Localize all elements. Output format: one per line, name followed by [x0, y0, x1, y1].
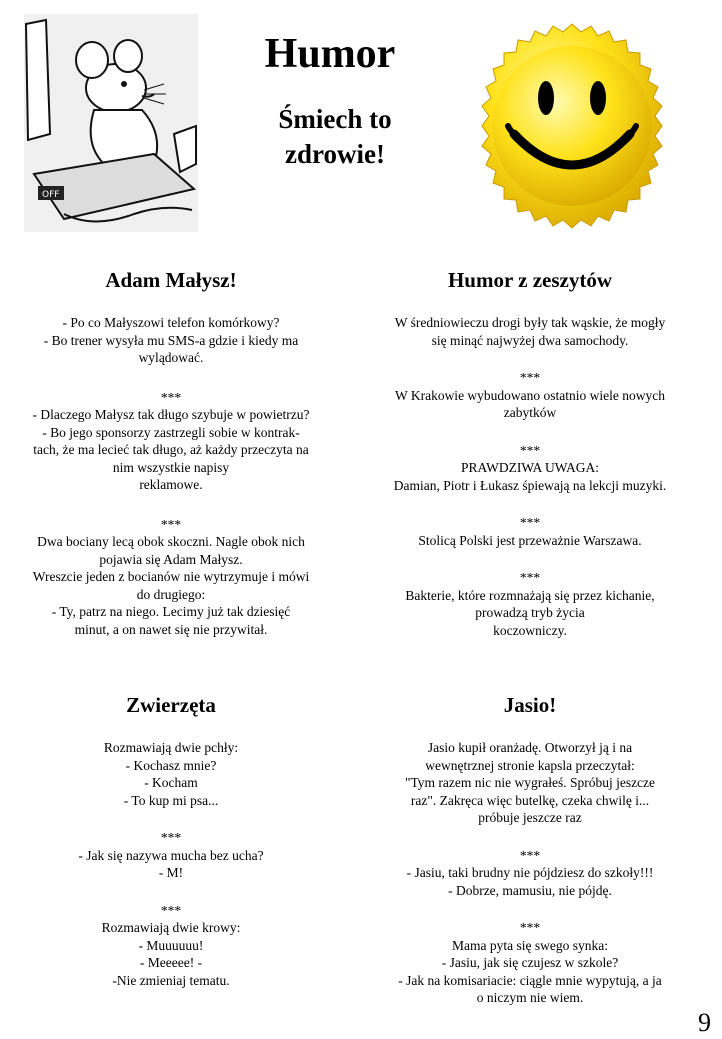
- joke-line: - Kochasz mnie?: [125, 757, 217, 773]
- subtitle-line: Śmiech to: [278, 104, 392, 134]
- separator: ***: [519, 847, 541, 863]
- joke-line: raz". Zakręca więc butelkę, czeka chwilę i...: [410, 792, 650, 808]
- joke-line: Stolicą Polski jest przeważnie Warszawa.: [418, 532, 642, 548]
- joke-line: próbuje jeszcze raz: [478, 810, 582, 825]
- joke-line: - Po co Małyszowi telefon komórkowy?: [62, 315, 280, 330]
- section-zwierzeta: [0, 693, 342, 989]
- joke-line: - To kup mi psa...: [123, 792, 219, 808]
- joke-line: - Jasiu, jak się czujesz w szkole?: [441, 955, 619, 970]
- joke-line: zabytków: [503, 405, 557, 420]
- section-title: Adam Małysz!: [105, 268, 237, 292]
- joke-line: o niczym nie wiem.: [476, 990, 584, 1005]
- section-title: Jasio!: [503, 693, 557, 717]
- joke-line: - Meeeee! -: [139, 955, 203, 970]
- separator: ***: [160, 516, 182, 532]
- subtitle-line: zdrowie!: [285, 139, 385, 169]
- smiley-sun-icon: [468, 22, 676, 230]
- page-subtitle: [240, 102, 430, 172]
- joke-line: Damian, Piotr i Łukasz śpiewają na lekcji muzyki.: [393, 477, 667, 493]
- joke-line: Rozmawiają dwie pchły:: [103, 740, 239, 755]
- mouse-cartoon-icon: [24, 14, 198, 232]
- joke-line: - Ty, patrz na niego. Lecimy już tak dziesięć: [51, 604, 291, 619]
- separator: ***: [519, 442, 541, 458]
- joke-line: Wreszcie jeden z bocianów nie wytrzymuje i mówi: [32, 569, 310, 584]
- sun-image: [468, 22, 676, 230]
- joke-line: PRAWDZIWA UWAGA:: [460, 460, 600, 475]
- joke-line: minut, a on nawet się nie przywitał.: [74, 621, 268, 637]
- separator: ***: [519, 515, 541, 530]
- separator: ***: [519, 920, 541, 935]
- separator: ***: [519, 370, 541, 385]
- joke-line: Bakterie, które rozmnażają się przez kichanie,: [405, 587, 655, 603]
- separator: ***: [160, 902, 182, 918]
- joke-line: W średniowieczu drogi były tak wąskie, że mogły: [394, 315, 666, 330]
- joke-line: - Bo jego sponsorzy zastrzegli sobie w kontrak-: [42, 424, 300, 440]
- joke-line: reklamowe.: [139, 477, 203, 492]
- joke-line: się minąć najwyżej dwa samochody.: [431, 332, 629, 348]
- section-malysz: [0, 268, 342, 638]
- section-zeszyty: [362, 268, 698, 639]
- joke-line: - M!: [158, 865, 184, 880]
- joke-line: -Nie zmieniaj tematu.: [112, 972, 230, 988]
- joke-line: pojawia się Adam Małysz.: [99, 551, 243, 567]
- joke-line: "Tym razem nic nie wygrałeś. Spróbuj jeszcze: [404, 775, 656, 790]
- joke-line: - Dobrze, mamusiu, nie pójdę.: [448, 882, 612, 898]
- joke-line: W Krakowie wybudowano ostatnio wiele nowych: [394, 387, 666, 403]
- joke-line: wylądować.: [138, 350, 204, 365]
- joke-line: - Jak na komisariacie: ciągle mnie wypytują, a ja: [398, 972, 662, 988]
- joke-line: - Bo trener wysyła mu SMS-a gdzie i kiedy ma: [43, 332, 299, 348]
- joke-line: wewnętrznej stronie kapsla przeczytał:: [425, 757, 635, 773]
- joke-line: nim wszystkie napisy: [112, 459, 230, 475]
- joke-line: - Kocham: [144, 775, 198, 790]
- section-title: Humor z zeszytów: [447, 268, 613, 292]
- cartoon-image: [24, 14, 198, 232]
- page-number: 9: [698, 1008, 711, 1037]
- joke-line: - Muuuuuu!: [138, 937, 204, 953]
- joke-line: koczowniczy.: [493, 622, 567, 638]
- joke-line: Rozmawiają dwie krowy:: [101, 920, 241, 935]
- separator: ***: [160, 389, 182, 405]
- joke-line: Dwa bociany lecą obok skoczni. Nagle obok nich: [37, 534, 305, 549]
- joke-line: - Jasiu, taki brudny nie pójdziesz do szkoły!!!: [406, 865, 654, 880]
- joke-line: prowadzą tryb życia: [475, 605, 585, 620]
- joke-line: Jasio kupił oranżadę. Otworzył ją i na: [427, 740, 633, 755]
- section-title: Zwierzęta: [126, 693, 216, 717]
- section-jasio: [362, 693, 698, 1007]
- page-title: Humor: [264, 31, 396, 77]
- separator: ***: [160, 830, 182, 845]
- joke-line: Mama pyta się swego synka:: [452, 937, 608, 953]
- separator: ***: [519, 570, 541, 585]
- svg-text:OFF: OFF: [42, 190, 60, 200]
- joke-line: - Jak się nazywa mucha bez ucha?: [78, 847, 264, 863]
- joke-line: - Dlaczego Małysz tak długo szybuje w powietrzu?: [32, 407, 310, 422]
- joke-line: tach, że ma lecieć tak długo, aż każdy przeczyta na: [33, 442, 309, 457]
- joke-line: do drugiego:: [136, 586, 206, 602]
